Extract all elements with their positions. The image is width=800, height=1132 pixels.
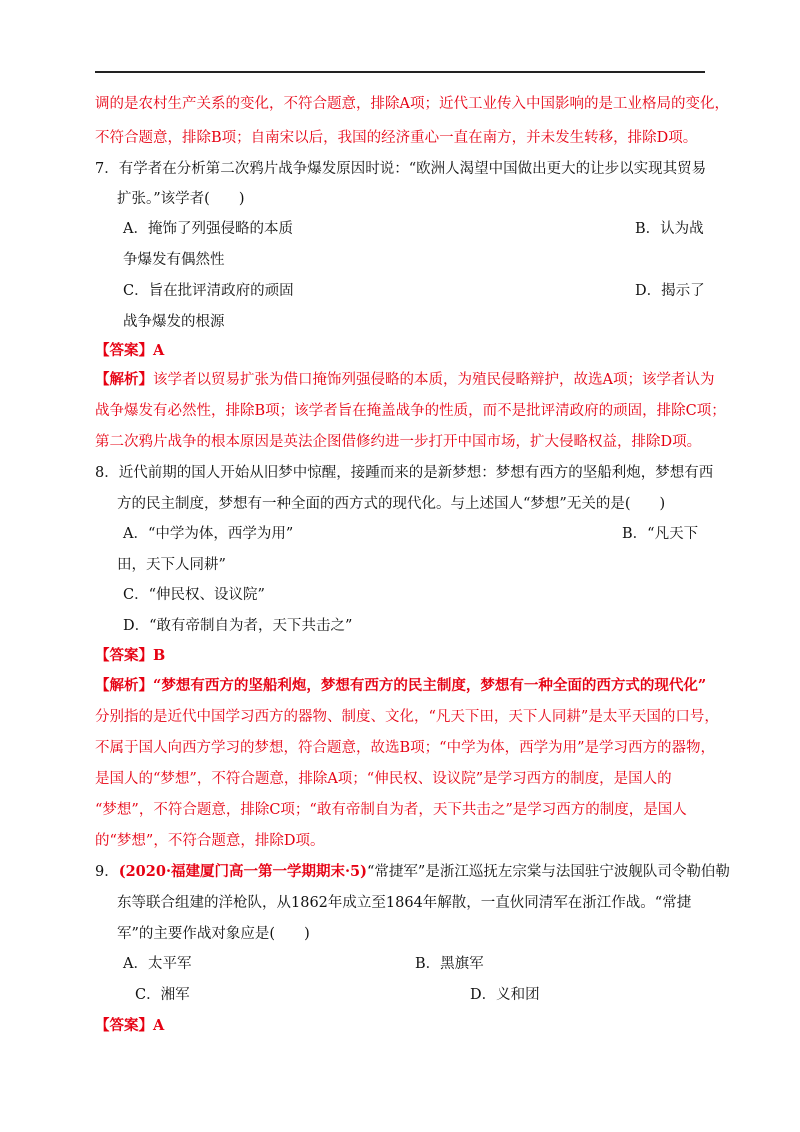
q9-option-d: D．义和团: [470, 987, 540, 1003]
prev-explanation-line-1: 调的是农村生产关系的变化，不符合题意，排除A项；近代工业传入中国影响的是工业格局的变化，: [95, 96, 729, 112]
q7-option-c: C．旨在批评清政府的顽固: [123, 283, 294, 299]
q9-answer: [95, 1016, 164, 1036]
q9-stem-line-2: 东等联合组建的洋枪队，从1862年成立至1864年解散，一直伙同清军在浙江作战。“常捷: [117, 895, 692, 911]
q9-stem-line-1: 9．(2020·福建厦门高一第一学期期末·5)“常捷军”是浙江巡抚左宗棠与法国驻宁波舰队司令勒伯勒: [95, 863, 730, 880]
q9-option-a: A．太平军: [123, 956, 192, 972]
q9-number: 9．: [95, 864, 119, 880]
q8-option-b-tail: 田，天下人同耕”: [117, 557, 226, 573]
q7-answer: [95, 341, 164, 361]
answer-value: A: [153, 342, 165, 359]
q8-option-c: C．“伸民权、设议院”: [123, 587, 265, 603]
q9-option-c: C．湘军: [135, 987, 190, 1003]
q7-option-b-head: B．认为战: [635, 221, 704, 237]
q8-stem-line-2: 方的民主制度，梦想有一种全面的西方式的现代化。与上述国人“梦想”无关的是( ): [117, 496, 666, 512]
q8-explanation-line-4: 是国人的“梦想”，不符合题意，排除A项；“伸民权、设议院”是学习西方的制度，是国人的: [95, 771, 672, 787]
q7-stem-line-2: 扩张。”该学者( ): [117, 191, 245, 207]
q8-option-a: A．“中学为体，西学为用”: [123, 526, 294, 542]
q7-stem-line-1: 7．有学者在分析第二次鸦片战争爆发原因时说：“欧洲人渴望中国做出更大的让步以实现其贸易: [95, 161, 707, 177]
q7-option-d-head: D．揭示了: [635, 283, 705, 299]
answer-label: 【答案】: [95, 1017, 153, 1034]
prev-explanation-line-2: 不符合题意，排除B项；自南宋以后，我国的经济重心一直在南方，并未发生转移，排除D项。: [95, 130, 698, 146]
q8-option-d: D．“敢有帝制自为者，天下共击之”: [123, 618, 353, 634]
q7-option-b-tail: 争爆发有偶然性: [123, 252, 225, 268]
q8-stem-line-1: 8．近代前期的国人开始从旧梦中惊醒，接踵而来的是新梦想：梦想有西方的坚船利炮，梦想有西: [95, 465, 714, 481]
answer-label: 【答案】: [95, 647, 153, 664]
q7-explanation-line-3: 第二次鸦片战争的根本原因是英法企图借修约进一步打开中国市场，扩大侵略权益，排除D项。: [95, 434, 702, 450]
answer-value: A: [153, 1017, 165, 1034]
q8-explanation-line-5: “梦想”，不符合题意，排除C项；“敢有帝制自为者，天下共击之”是学习西方的制度，是国人: [95, 802, 687, 818]
explanation-label: 【解析】: [95, 371, 153, 388]
q7-explanation-line-1: 【解析】该学者以贸易扩张为借口掩饰列强侵略的本质，为殖民侵略辩护，故选A项；该学者认为: [95, 371, 715, 388]
q8-explanation-line-2: 分别指的是近代中国学习西方的器物、制度、文化，“凡天下田，天下人同耕”是太平天国的口号，: [95, 709, 719, 725]
explanation-label: 【解析】: [95, 677, 153, 694]
q7-explanation-line-2: 战争爆发有必然性，排除B项；该学者旨在掩盖战争的性质，而不是批评清政府的顽固，排除C项；: [95, 403, 726, 419]
q7-option-a: A．掩饰了列强侵略的本质: [123, 221, 293, 237]
q8-explanation-line-1: 【解析】“梦想有西方的坚船利炮，梦想有西方的民主制度，梦想有一种全面的西方式的现代化”: [95, 677, 707, 694]
q8-explanation-line-3: 不属于国人向西方学习的梦想，符合题意，故选B项；“中学为体，西学为用”是学习西方的器物，: [95, 740, 715, 756]
q8-option-b-head: B．“凡天下: [622, 526, 699, 542]
q9-source: (2020·福建厦门高一第一学期期末·5): [118, 863, 367, 880]
q9-stem-line-3: 军”的主要作战对象应是( ): [117, 926, 310, 942]
q7-option-d-tail: 战争爆发的根源: [123, 314, 225, 330]
q9-option-b: B．黑旗军: [415, 956, 484, 972]
answer-value: B: [153, 647, 166, 664]
q8-explanation-line-6: 的“梦想”，不符合题意，排除D项。: [95, 833, 325, 849]
answer-label: 【答案】: [95, 342, 153, 359]
header-rule: [95, 71, 705, 73]
q8-answer: [95, 646, 165, 666]
